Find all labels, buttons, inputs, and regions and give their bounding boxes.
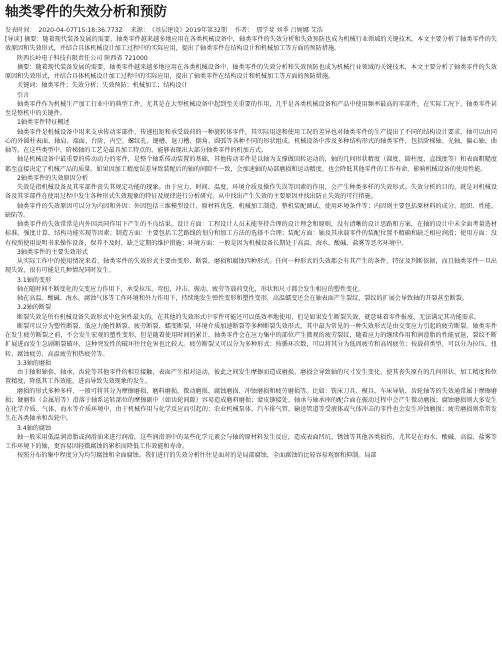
- paragraph: 轴是机械设备中最重要的传动动力的零件，是整个轴系传动装置的基础，其他传动零件是以轴为支撑做回转运动的，轴的几何形状精度（圆度、圆柱度、直线度等）和表面粗糙度都至直接决定了机械产品的质量。如果因加工精度误差导致装配后的轴的间隙不一致，会加速轴的局部磨损和运动精度，也会降低其他零件的工作寿命，影响机械设备的使用性能。: [5, 156, 497, 173]
- meta-authors: [235, 27, 326, 34]
- paragraph: 陕西长岭电子科技有限责任公司 陕西省 721000: [17, 54, 148, 62]
- paragraph: 轴在高温、酸碱、海水、腐蚀气体等工作环境和外力作用下，持续地发生弹性变形和塑性变形，高温蠕变还会在轴表面产生裂纹，裂纹的扩展会导致轴的开裂甚至断裂。: [17, 295, 468, 302]
- article: [5, 4, 497, 461]
- paragraph: 关键词：轴类零件；失效分析；失效预防；机械加工；结构设计: [17, 82, 188, 90]
- paragraph: 由于轴和轴套、轴承、齿轮等其他零件的相互接触，表面产生相对运动，彼此之间发生摩擦而造成磨损。磨损会导致轴的尺寸发生变化，使其丧失原有的几何形状、加工精度和位置精度，降低其工作效能，进而导致失效现象的发生。: [5, 369, 497, 386]
- article-body: [5, 35, 497, 461]
- meta-source-link[interactable]: 《基层建设》2019年第32期: [151, 27, 227, 34]
- meta-authors-value: 那学斐 刘季 吕婉娜 艾浩: [256, 27, 323, 34]
- paragraph: 失效是指机械设备及其零部件丧失其规定功能的现象。由于应力、时间、温度、环境介质及操作失误等因素的作用，会产生种类多样的失效形式。失效分析的目的，就是对机械设备及其零部件在使用过程中发生各种形式失效现象的特征及规律进行分析研究，从中找出产生失效的主要原因并找出防止失效的可行措施。: [5, 184, 497, 201]
- paragraph: [导读] 摘要：随着现代装备发展的需要，轴类零件越来越多地应用在各类机械设备中，轴类零件的失效分析和失效预防也成为机械行业领域的关键技术，本文主要分析了轴类零件的失效原因和失效形式，并结合具体机械设计加工过程中的实际应用，提出了轴类零件在结构设计和机械加工等方面的预防措施。: [5, 36, 497, 53]
- paragraph: 从实际工作中的使用情况来看，轴类零件的失效形式主要由变形、断裂、磨损和腐蚀四种形式。任何一种形式的失效都会有其产生的条件、特征及判断依据，而且轴类零件一旦出现失效，很有可能是几种情况同时发生。: [5, 258, 497, 275]
- meta-source: [131, 27, 230, 34]
- paragraph: 轴类零件的失效原因可以分为内因和外因：外因包括三维模型设计、原材料优选、机械加工制造、整机装配调试、使用环境条件等；内因则主要包括原材料的成分、组织、性能、缺陷等。: [5, 202, 497, 219]
- article-meta: [5, 26, 497, 35]
- meta-source-label: 来源：: [130, 27, 149, 34]
- article-title: 轴类零件的失效分析和预防: [5, 4, 167, 20]
- meta-date: [5, 27, 126, 34]
- paragraph: 磨损的形式多种多样，一般可将其分为摩擦磨损、磨料磨损、微动磨损、腐蚀磨损、冲蚀磨损和疲劳磨损等。比如：铣床刀具、模具、车床导轨、齿轮轴等的失效通常属于摩擦磨损；硬磨粒（金属屑等）滑落于轴系运转部位的摩擦副中（如齿轮间隙）容易造成磨料磨损；蒙皮铆接处、轴承与轴承座的配合面在振动过程中会产生微动磨损；腐蚀磨损则大多发生在化学介质、气体、海水等介质环境中，由于机械作用与化学反应而引起的；农业机械泵体、汽车排气管、输送管道等受液体或气体冲击的零件也会发生冲蚀磨损；疲劳磨损则常常发生在各类轴承和齿轮中。: [5, 387, 497, 423]
- paragraph: 轴类零件作为机械生产加工行业中的典型工件，尤其是在大型机械设备中起到至关重要的作用，几乎是各类机械设备和产品中使用频率最高的零部件，在实际工况下，轴类零件甚至是整机中的关键件。: [5, 100, 497, 117]
- paragraph: 轴类零件的失效常常是内外因共同作用下产生的不良结果。设计方面：工程设计人员未能坚持合理的设计理念和原则，没有清晰的设计思路和方案，在轴的设计中未全面考量选材标准、强度计算、结构功能实现等因素；制造方面：主要包括工艺路线的划分和加工方法的选择不合理；装配方面：轴及其承载零件的装配位置不精确和缺乏相应润滑；使用方面：没有按照使用说明书来操作设备，保养不及时，缺乏定期的维护措施；环境方面：一般是因为机械设备长期处于高温、海水、酸碱、盐雾等恶劣环境中。: [5, 221, 497, 247]
- meta-authors-label: 作者：: [234, 27, 254, 34]
- paragraph: 1轴类零件特征概述: [17, 119, 70, 127]
- paragraph: 2轴类零件的失效原因分析: [17, 174, 88, 182]
- paragraph: 按照分布的集中程度分为均匀腐蚀和全面腐蚀。我们进行的失效分析往往是面对的是局部腐蚀，全面腐蚀的比较容易观察和抑制。局部: [17, 452, 377, 460]
- paragraph: 3.4轴的腐蚀: [17, 424, 52, 432]
- paragraph: 轴一般采用低温润滑脂或润滑油来进行润滑，这些润滑剂中的某些化学元素会与轴的原材料发生反应，造成表面凹坑、锈蚀等其他各类损伤，尤其是在海水、酸碱、高温、盐雾等工作环境下的轴，更容易因轻微腐蚀的累积而降低工作效能和寿命。: [5, 433, 497, 450]
- paragraph: 轴类零件是机械设备中用来支承传动零部件、传递扭矩和承受载荷的一种旋转体零件，其实际用途和使用工况的差异也对轴类零件的生产提出了不同的结构设计要求，轴可以由同心的外圆柱表面、轴肩、端面、台阶、内空、螺纹孔、键槽、退刀槽、倒角、圆弧等各种不同的形状组成。机械设备中涉及多种结构形式的轴类零件，包括阶梯轴、光轴、偏心轴、曲轴等。在这些类型中，阶梯轴的工艺是最具加工特点的，能够表现出大部分轴类零件的机加方式。: [5, 128, 497, 154]
- paragraph: 3.1轴的变形: [17, 276, 52, 284]
- paragraph: 断裂失效是所有机械设备失效形式中危害性最大的，在其他的失效形式中零件可能还可以低效率地使用，但是如果发生断裂失效，就意味着零件报废，无法满足其功能需求。: [17, 313, 481, 321]
- paragraph: 引言: [17, 91, 30, 99]
- meta-date-label: 发表时间：: [5, 27, 36, 34]
- paragraph: 摘要：随着现代装备发展的需要，轴类零件越来越多地应用在各类机械设备中，轴类零件的失效分析和失效预防也成为机械行业领域的关键技术，本文主要分析了轴类零件的失效原因和失效形式，并结合具体机械设计加工过程中的实际应用，提出了轴类零件在结构设计和机械加工等方面的预防措施。: [5, 63, 497, 80]
- paragraph: 断裂可以分为塑性断裂、低应力脆性断裂、疲劳断裂、蠕变断裂、环境介质加速断裂等多种断裂失效形式，其中最为常见的一种失效形式是由交变应力引起的疲劳断裂。轴类零件在发生疲劳断裂之前，不会发生宏观的塑性变形，但是随着使用时间的累计，轴类零件会在应力集中的部位产生微观的疲劳裂纹，随着应力的继续作用和润滑脂的性能衰退，裂纹不断扩展进而发生急剧断裂破坏，这种突发性的破坏往往危害也比较大。疲劳断裂又可以分为多种形式：按循环次数，可以将其分为低周疲劳和高周疲劳；按载荷类型，可以分为拉压、扭转、腐蚀疲劳、高温疲劳和热疲劳等。: [5, 322, 497, 358]
- paragraph: 3.3轴的磨损: [17, 359, 52, 367]
- paragraph: 轴在随时间不断变化的交变应力作用下，承受拉压、弯扭、冲击、振动、疲劳等载荷变化，形状和尺寸都会发生相应的塑性变化。: [17, 285, 365, 293]
- meta-date-value: 2020-04-07T15:18:36.773Z: [38, 27, 123, 34]
- paragraph: 3.2轴的断裂: [17, 304, 52, 312]
- paragraph: 3轴类零件的主要失效形式: [17, 248, 88, 256]
